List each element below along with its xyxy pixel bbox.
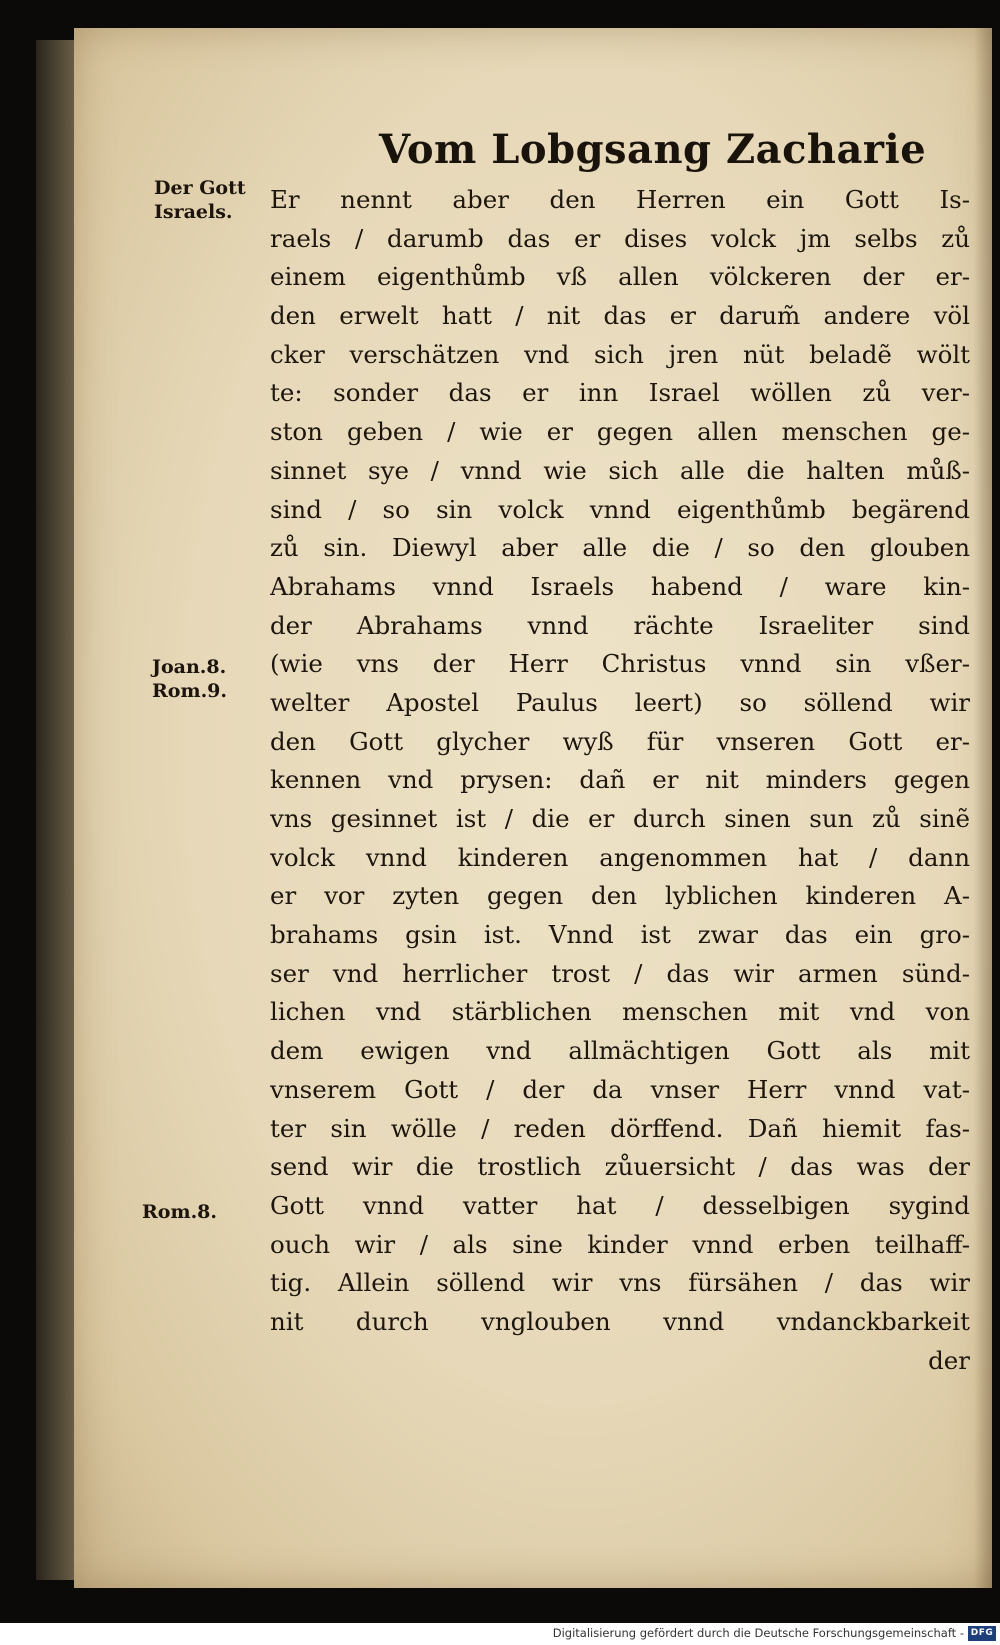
book-page <box>74 28 992 1588</box>
text-line: sinnet sye / vnnd wie sich alle die halten můß- <box>270 455 970 485</box>
text-line: den Gott glycher wyß für vnseren Gott er- <box>270 726 970 756</box>
text-line: zů sin. Diewyl aber alle die / so den glouben <box>270 533 970 563</box>
text-line: Abrahams vnnd Israels habend / ware kin- <box>270 571 970 601</box>
margin-note: Rom.8. <box>142 1201 218 1223</box>
text-line: der Abrahams vnnd rächte Israeliter sind <box>270 610 970 640</box>
text-line: Gott vnnd vatter hat / desselbigen sygind <box>270 1190 970 1220</box>
page-edge <box>974 28 992 1588</box>
text-line: lichen vnd stärblichen menschen mit vnd von <box>270 997 970 1027</box>
text-line: vnserem Gott / der da vnser Herr vnnd vat- <box>270 1074 970 1104</box>
dfg-logo-icon: DFG <box>968 1626 996 1641</box>
body-text <box>270 181 970 1380</box>
text-line: den erwelt hatt / nit das er darum̃ andere völ <box>270 301 970 331</box>
text-line: brahams gsin ist. Vnnd ist zwar das ein gro- <box>270 920 970 950</box>
footer-bar <box>0 1623 1000 1645</box>
text-line: te: sonder das er inn Israel wöllen zů ver- <box>270 378 970 408</box>
book-edge-shadow <box>36 40 76 1580</box>
text-line: ser vnd herrlicher trost / das wir armen sünd- <box>270 958 970 988</box>
text-line: ter sin wölle / reden dörffend. Dañ hiemit fas- <box>270 1113 970 1143</box>
text-line: ouch wir / als sine kinder vnnd erben teilhaff- <box>270 1229 970 1259</box>
text-line: er vor zyten gegen den lyblichen kinderen A- <box>270 881 970 911</box>
text-line: welter Apostel Paulus leert) so söllend wir <box>270 687 970 717</box>
text-line: ston geben / wie er gegen allen menschen ge- <box>270 417 970 447</box>
text-line: tig. Allein söllend wir vns fürsähen / das wir <box>270 1268 970 1298</box>
margin-note: Joan.8. Rom.9. <box>152 656 228 702</box>
text-line: cker verschätzen vnd sich jren nüt beladẽ wölt <box>270 339 970 369</box>
running-head: Vom Lobgsang Zacharie <box>379 126 927 173</box>
digitization-credit: Digitalisierung gefördert durch die Deutsche Forschungsgemeinschaft - <box>552 1626 964 1640</box>
text-line: Er nennt aber den Herren ein Gott Is- <box>270 185 970 214</box>
text-line: einem eigenthůmb vß allen völckeren der er- <box>270 262 970 292</box>
text-line: vns gesinnet ist / die er durch sinen sun zů sinẽ <box>270 804 970 833</box>
margin-note: Der Gott Israels. <box>154 177 246 223</box>
catchword: der <box>928 1345 970 1375</box>
text-line: sind / so sin volck vnnd eigenthůmb begärend <box>270 494 970 524</box>
text-line: nit durch vnglouben vnnd vndanckbarkeit <box>270 1306 970 1336</box>
text-line: raels / darumb das er dises volck jm selbs zů <box>270 223 970 253</box>
text-line: (wie vns der Herr Christus vnnd sin vßer- <box>270 649 970 679</box>
text-line: kennen vnd prysen: dañ er nit minders gegen <box>270 765 970 795</box>
text-line: volck vnnd kinderen angenommen hat / dann <box>270 842 970 872</box>
text-line: send wir die trostlich zůuersicht / das was der <box>270 1152 970 1182</box>
text-line: dem ewigen vnd allmächtigen Gott als mit <box>270 1036 970 1066</box>
